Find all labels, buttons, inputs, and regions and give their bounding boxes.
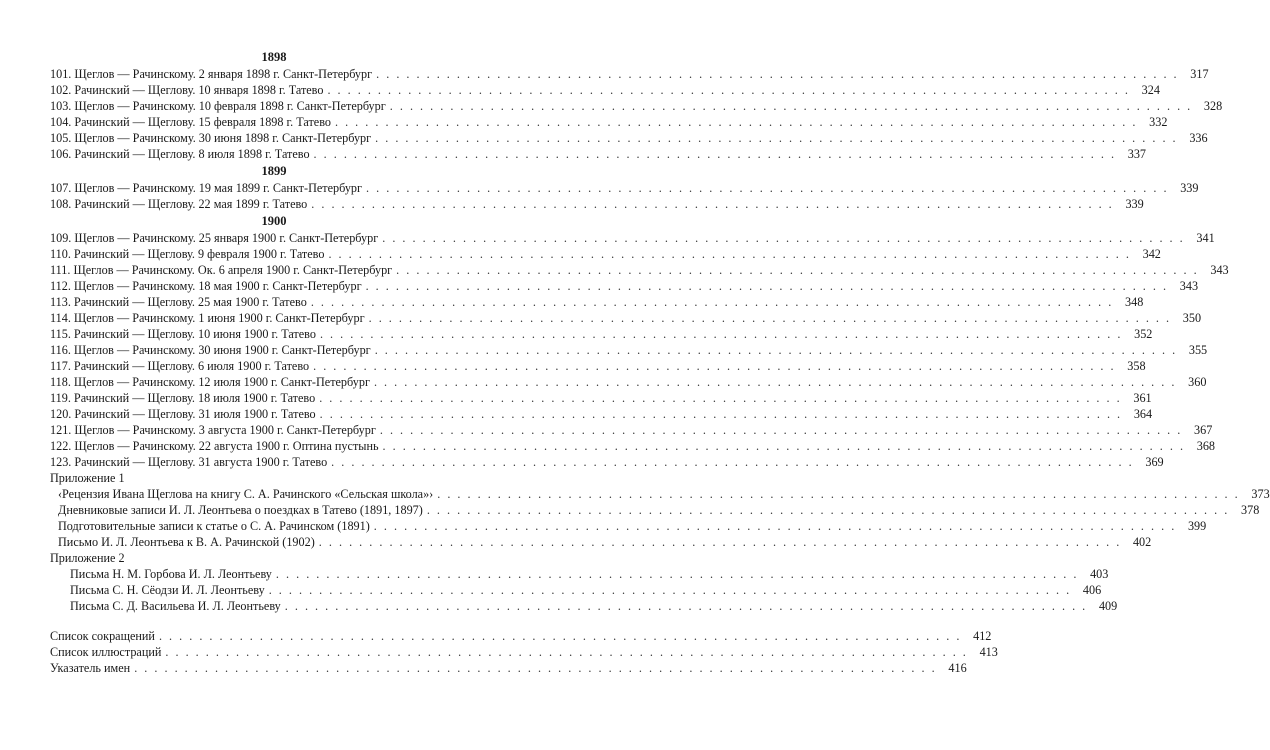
dot-leader: . . . . . . . . . . . . . . . . . . . . . . . . . . . . . . . . . . . . . . . . . . . . . . . . . . . . . . . . . . . . . . . . . . . . . . . . . . . . . . . .: [373, 519, 1177, 533]
toc-entry-title: 105. Щеглов — Рачинскому. 30 июня 1898 г. Санкт-Петербург: [50, 131, 372, 145]
toc-entry-page-number: 324: [1141, 83, 1160, 97]
dot-leader: . . . . . . . . . . . . . . . . . . . . . . . . . . . . . . . . . . . . . . . . . . . . . . . . . . . . . . . . . . . . . . . . . . . . . . . . . . . . . . . .: [334, 115, 1138, 129]
toc-entry[interactable]: [50, 502, 1260, 518]
table-of-contents: [50, 48, 1270, 676]
toc-list-appendix-2: [50, 566, 1118, 614]
toc-entry-page-number: 378: [1241, 503, 1260, 517]
year-heading-1900: 1900: [261, 214, 287, 228]
toc-entry-title: Письмо И. Л. Леонтьева к В. А. Рачинской (1902): [58, 535, 315, 549]
dot-leader: . . . . . . . . . . . . . . . . . . . . . . . . . . . . . . . . . . . . . . . . . . . . . . . . . . . . . . . . . . . . . . . . . . . . . . . . . . . . . . . .: [268, 583, 1072, 597]
toc-entry-page-number: 358: [1127, 359, 1146, 373]
dot-leader: . . . . . . . . . . . . . . . . . . . . . . . . . . . . . . . . . . . . . . . . . . . . . . . . . . . . . . . . . . . . . . . . . . . . . . . . . . . . . . . .: [374, 343, 1178, 357]
dot-leader: . . . . . . . . . . . . . . . . . . . . . . . . . . . . . . . . . . . . . . . . . . . . . . . . . . . . . . . . . . . . . . . . . . . . . . . . . . . . . . . .: [319, 407, 1123, 421]
toc-entry-page-number: 328: [1203, 99, 1223, 113]
toc-entry[interactable]: [50, 294, 1144, 310]
dot-leader: . . . . . . . . . . . . . . . . . . . . . . . . . . . . . . . . . . . . . . . . . . . . . . . . . . . . . . . . . . . . . . . . . . . . . . . . . . . . . . . .: [318, 535, 1122, 549]
dot-leader: . . . . . . . . . . . . . . . . . . . . . . . . . . . . . . . . . . . . . . . . . . . . . . . . . . . . . . . . . . . . . . . . . . . . . . . . . . . . . . . .: [327, 83, 1130, 97]
toc-entry[interactable]: [50, 326, 1153, 342]
toc-entry-title: 113. Рачинский — Щеглову. 25 мая 1900 г. Татево: [50, 295, 307, 309]
toc-list-1899: [50, 180, 1199, 212]
toc-entry[interactable]: [50, 566, 1109, 582]
toc-entry-page-number: 343: [1179, 279, 1199, 293]
toc-entry-page-number: 364: [1133, 407, 1153, 421]
toc-entry-title: 118. Щеглов — Рачинскому. 12 июля 1900 г. Санкт-Петербург: [50, 375, 370, 389]
toc-entry-page-number: 342: [1142, 247, 1161, 261]
toc-entry-title: Письма Н. М. Горбова И. Л. Леонтьеву: [70, 567, 272, 581]
dot-leader: . . . . . . . . . . . . . . . . . . . . . . . . . . . . . . . . . . . . . . . . . . . . . . . . . . . . . . . . . . . . . . . . . . . . . . . . . . . . . . . .: [313, 359, 1116, 373]
toc-entry[interactable]: [50, 66, 1209, 82]
toc-entry-page-number: 361: [1133, 391, 1152, 405]
toc-entry-title: Указатель имен: [50, 661, 131, 675]
toc-entry-page-number: 339: [1125, 197, 1144, 211]
dot-leader: . . . . . . . . . . . . . . . . . . . . . . . . . . . . . . . . . . . . . . . . . . . . . . . . . . . . . . . . . . . . . . . . . . . . . . . . . . . . . . . .: [311, 197, 1114, 211]
toc-entry[interactable]: [50, 628, 992, 644]
toc-entry-page-number: 409: [1098, 599, 1118, 613]
toc-entry-title: 117. Рачинский — Щеглову. 6 июля 1900 г. Татево: [50, 359, 310, 373]
toc-entry-title: 102. Рачинский — Щеглову. 10 января 1898 г. Татево: [50, 83, 324, 97]
dot-leader: . . . . . . . . . . . . . . . . . . . . . . . . . . . . . . . . . . . . . . . . . . . . . . . . . . . . . . . . . . . . . . . . . . . . . . . . . . . . . . . .: [165, 645, 968, 659]
dot-leader: . . . . . . . . . . . . . . . . . . . . . . . . . . . . . . . . . . . . . . . . . . . . . . . . . . . . . . . . . . . . . . . . . . . . . . . . . . . . . . . .: [376, 67, 1179, 81]
toc-list-appendix-1: [50, 486, 1270, 550]
toc-entry[interactable]: [50, 660, 967, 676]
toc-entry-title: 115. Рачинский — Щеглову. 10 июня 1900 г. Татево: [50, 327, 316, 341]
toc-entry-page-number: 341: [1196, 231, 1215, 245]
toc-entry-page-number: 413: [979, 645, 998, 659]
toc-entry-title: 103. Щеглов — Рачинскому. 10 февраля 1898 г. Санкт-Петербург: [50, 99, 386, 113]
toc-entry-page-number: 412: [973, 629, 992, 643]
toc-entry-page-number: 343: [1210, 263, 1229, 277]
toc-entry[interactable]: [50, 246, 1161, 262]
toc-entry-title: Письма С. Д. Васильева И. Л. Леонтьеву: [70, 599, 281, 613]
dot-leader: . . . . . . . . . . . . . . . . . . . . . . . . . . . . . . . . . . . . . . . . . . . . . . . . . . . . . . . . . . . . . . . . . . . . . . . . . . . . . . . .: [389, 99, 1193, 113]
toc-entry[interactable]: [50, 422, 1213, 438]
toc-entry[interactable]: [50, 390, 1152, 406]
toc-entry-page-number: 360: [1188, 375, 1207, 389]
toc-entry-title: 122. Щеглов — Рачинскому. 22 августа 1900 г. Оптина пустынь: [50, 439, 379, 453]
toc-entry-page-number: 339: [1180, 181, 1199, 195]
toc-entry-title: 107. Щеглов — Рачинскому. 19 мая 1899 г. Санкт-Петербург: [50, 181, 363, 195]
toc-entry-title: Подготовительные записи к статье о С. А. Рачинском (1891): [58, 519, 370, 533]
toc-entry[interactable]: [50, 374, 1207, 390]
toc-entry[interactable]: [50, 130, 1208, 146]
toc-entry-page-number: 416: [948, 661, 967, 675]
dot-leader: . . . . . . . . . . . . . . . . . . . . . . . . . . . . . . . . . . . . . . . . . . . . . . . . . . . . . . . . . . . . . . . . . . . . . . . . . . . . . . . .: [375, 131, 1178, 145]
dot-leader: . . . . . . . . . . . . . . . . . . . . . . . . . . . . . . . . . . . . . . . . . . . . . . . . . . . . . . . . . . . . . . . . . . . . . . . . . . . . . . . .: [319, 391, 1122, 405]
dot-leader: . . . . . . . . . . . . . . . . . . . . . . . . . . . . . . . . . . . . . . . . . . . . . . . . . . . . . . . . . . . . . . . . . . . . . . . . . . . . . . . .: [313, 147, 1116, 161]
section-spacer: [50, 614, 498, 628]
toc-entry-title: Дневниковые записи И. Л. Леонтьева о поездках в Татево (1891, 1897): [58, 503, 423, 517]
appendix-1-title: Приложение 1: [50, 471, 125, 485]
toc-entry-title: 121. Щеглов — Рачинскому. 3 августа 1900 г. Санкт-Петербург: [50, 423, 376, 437]
toc-entry[interactable]: [50, 534, 1152, 550]
year-heading-1899: 1899: [261, 164, 287, 178]
toc-entry-page-number: 348: [1125, 295, 1144, 309]
toc-entry-title: 106. Рачинский — Щеглову. 8 июля 1898 г. Татево: [50, 147, 310, 161]
toc-entry-page-number: 367: [1194, 423, 1213, 437]
toc-entry[interactable]: [50, 454, 1164, 470]
toc-entry-page-number: 399: [1187, 519, 1207, 533]
toc-entry-page-number: 368: [1196, 439, 1215, 453]
toc-entry[interactable]: [50, 486, 1270, 502]
toc-entry-page-number: 336: [1189, 131, 1208, 145]
toc-entry[interactable]: [50, 98, 1223, 114]
toc-entry[interactable]: [50, 278, 1199, 294]
toc-entry[interactable]: [50, 644, 998, 660]
toc-entry-page-number: 369: [1145, 455, 1164, 469]
dot-leader: . . . . . . . . . . . . . . . . . . . . . . . . . . . . . . . . . . . . . . . . . . . . . . . . . . . . . . . . . . . . . . . . . . . . . . . . . . . . . . . .: [284, 599, 1088, 613]
dot-leader: . . . . . . . . . . . . . . . . . . . . . . . . . . . . . . . . . . . . . . . . . . . . . . . . . . . . . . . . . . . . . . . . . . . . . . . . . . . . . . . .: [426, 503, 1230, 517]
toc-entry-title: 114. Щеглов — Рачинскому. 1 июня 1900 г. Санкт-Петербург: [50, 311, 365, 325]
toc-entry-title: 120. Рачинский — Щеглову. 31 июля 1900 г. Татево: [50, 407, 316, 421]
toc-entry-page-number: 352: [1134, 327, 1153, 341]
toc-entry-page-number: 355: [1188, 343, 1208, 357]
dot-leader: . . . . . . . . . . . . . . . . . . . . . . . . . . . . . . . . . . . . . . . . . . . . . . . . . . . . . . . . . . . . . . . . . . . . . . . . . . . . . . . .: [331, 455, 1134, 469]
toc-entry[interactable]: [50, 196, 1144, 212]
toc-entry[interactable]: [50, 598, 1118, 614]
toc-entry[interactable]: [50, 342, 1208, 358]
dot-leader: . . . . . . . . . . . . . . . . . . . . . . . . . . . . . . . . . . . . . . . . . . . . . . . . . . . . . . . . . . . . . . . . . . . . . . . . . . . . . . . .: [382, 231, 1185, 245]
toc-entry[interactable]: [50, 230, 1215, 246]
toc-entry-title: 101. Щеглов — Рачинскому. 2 января 1898 г. Санкт-Петербург: [50, 67, 373, 81]
toc-entry-page-number: 403: [1090, 567, 1109, 581]
dot-leader: . . . . . . . . . . . . . . . . . . . . . . . . . . . . . . . . . . . . . . . . . . . . . . . . . . . . . . . . . . . . . . . . . . . . . . . . . . . . . . . .: [379, 423, 1183, 437]
dot-leader: . . . . . . . . . . . . . . . . . . . . . . . . . . . . . . . . . . . . . . . . . . . . . . . . . . . . . . . . . . . . . . . . . . . . . . . . . . . . . . . .: [366, 181, 1169, 195]
dot-leader: . . . . . . . . . . . . . . . . . . . . . . . . . . . . . . . . . . . . . . . . . . . . . . . . . . . . . . . . . . . . . . . . . . . . . . . . . . . . . . . .: [275, 567, 1079, 581]
toc-entry-title: Письма С. Н. Сёодзи И. Л. Леонтьеву: [70, 583, 265, 597]
toc-entry-title: ‹Рецензия Ивана Щеглова на книгу С. А. Рачинского «Сельская школа»›: [58, 487, 434, 501]
dot-leader: . . . . . . . . . . . . . . . . . . . . . . . . . . . . . . . . . . . . . . . . . . . . . . . . . . . . . . . . . . . . . . . . . . . . . . . . . . . . . . . .: [437, 487, 1240, 501]
toc-entry[interactable]: [50, 358, 1146, 374]
dot-leader: . . . . . . . . . . . . . . . . . . . . . . . . . . . . . . . . . . . . . . . . . . . . . . . . . . . . . . . . . . . . . . . . . . . . . . . . . . . . . . . .: [134, 661, 937, 675]
toc-entry-page-number: 350: [1182, 311, 1202, 325]
toc-entry[interactable]: [50, 310, 1202, 326]
toc-list-1900: [50, 230, 1229, 470]
dot-leader: . . . . . . . . . . . . . . . . . . . . . . . . . . . . . . . . . . . . . . . . . . . . . . . . . . . . . . . . . . . . . . . . . . . . . . . . . . . . . . . .: [310, 295, 1114, 309]
toc-entry-title: 110. Рачинский — Щеглову. 9 февраля 1900 г. Татево: [50, 247, 325, 261]
toc-entry[interactable]: [50, 438, 1215, 454]
toc-entry[interactable]: [50, 114, 1168, 130]
toc-entry-title: 112. Щеглов — Рачинскому. 18 мая 1900 г. Санкт-Петербург: [50, 279, 362, 293]
toc-entry-title: 109. Щеглов — Рачинскому. 25 января 1900 г. Санкт-Петербург: [50, 231, 379, 245]
toc-entry[interactable]: [50, 262, 1229, 278]
dot-leader: . . . . . . . . . . . . . . . . . . . . . . . . . . . . . . . . . . . . . . . . . . . . . . . . . . . . . . . . . . . . . . . . . . . . . . . . . . . . . . . .: [373, 375, 1177, 389]
dot-leader: . . . . . . . . . . . . . . . . . . . . . . . . . . . . . . . . . . . . . . . . . . . . . . . . . . . . . . . . . . . . . . . . . . . . . . . . . . . . . . . .: [382, 439, 1185, 453]
toc-entry[interactable]: [50, 180, 1199, 196]
toc-entry-page-number: 337: [1127, 147, 1146, 161]
toc-list-1898: [50, 66, 1223, 162]
dot-leader: . . . . . . . . . . . . . . . . . . . . . . . . . . . . . . . . . . . . . . . . . . . . . . . . . . . . . . . . . . . . . . . . . . . . . . . . . . . . . . . .: [328, 247, 1131, 261]
toc-entry[interactable]: [50, 582, 1102, 598]
toc-entry-page-number: 406: [1082, 583, 1102, 597]
toc-entry-page-number: 373: [1251, 487, 1270, 501]
dot-leader: . . . . . . . . . . . . . . . . . . . . . . . . . . . . . . . . . . . . . . . . . . . . . . . . . . . . . . . . . . . . . . . . . . . . . . . . . . . . . . . .: [158, 629, 962, 643]
toc-entry-page-number: 317: [1190, 67, 1209, 81]
year-heading-1898: 1898: [261, 50, 287, 64]
dot-leader: . . . . . . . . . . . . . . . . . . . . . . . . . . . . . . . . . . . . . . . . . . . . . . . . . . . . . . . . . . . . . . . . . . . . . . . . . . . . . . . .: [365, 279, 1169, 293]
toc-entry[interactable]: [50, 518, 1207, 534]
toc-entry-page-number: 402: [1132, 535, 1152, 549]
toc-entry-title: 123. Рачинский — Щеглову. 31 августа 1900 г. Татево: [50, 455, 328, 469]
toc-list-back-matter: [50, 628, 998, 676]
toc-entry-title: 108. Рачинский — Щеглову. 22 мая 1899 г. Татево: [50, 197, 308, 211]
dot-leader: . . . . . . . . . . . . . . . . . . . . . . . . . . . . . . . . . . . . . . . . . . . . . . . . . . . . . . . . . . . . . . . . . . . . . . . . . . . . . . . .: [319, 327, 1123, 341]
toc-entry-title: 104. Рачинский — Щеглову. 15 февраля 1898 г. Татево: [50, 115, 331, 129]
toc-entry[interactable]: [50, 146, 1146, 162]
toc-entry[interactable]: [50, 82, 1160, 98]
toc-entry[interactable]: [50, 406, 1153, 422]
dot-leader: . . . . . . . . . . . . . . . . . . . . . . . . . . . . . . . . . . . . . . . . . . . . . . . . . . . . . . . . . . . . . . . . . . . . . . . . . . . . . . . .: [396, 263, 1199, 277]
toc-entry-title: 111. Щеглов — Рачинскому. Ок. 6 апреля 1900 г. Санкт-Петербург: [50, 263, 393, 277]
toc-entry-title: Список иллюстраций: [50, 645, 162, 659]
toc-entry-title: Список сокращений: [50, 629, 155, 643]
toc-entry-page-number: 332: [1149, 115, 1168, 129]
dot-leader: . . . . . . . . . . . . . . . . . . . . . . . . . . . . . . . . . . . . . . . . . . . . . . . . . . . . . . . . . . . . . . . . . . . . . . . . . . . . . . . .: [368, 311, 1172, 325]
toc-entry-title: 116. Щеглов — Рачинскому. 30 июня 1900 г. Санкт-Петербург: [50, 343, 371, 357]
appendix-2-title: Приложение 2: [50, 551, 125, 565]
toc-entry-title: 119. Рачинский — Щеглову. 18 июля 1900 г. Татево: [50, 391, 316, 405]
